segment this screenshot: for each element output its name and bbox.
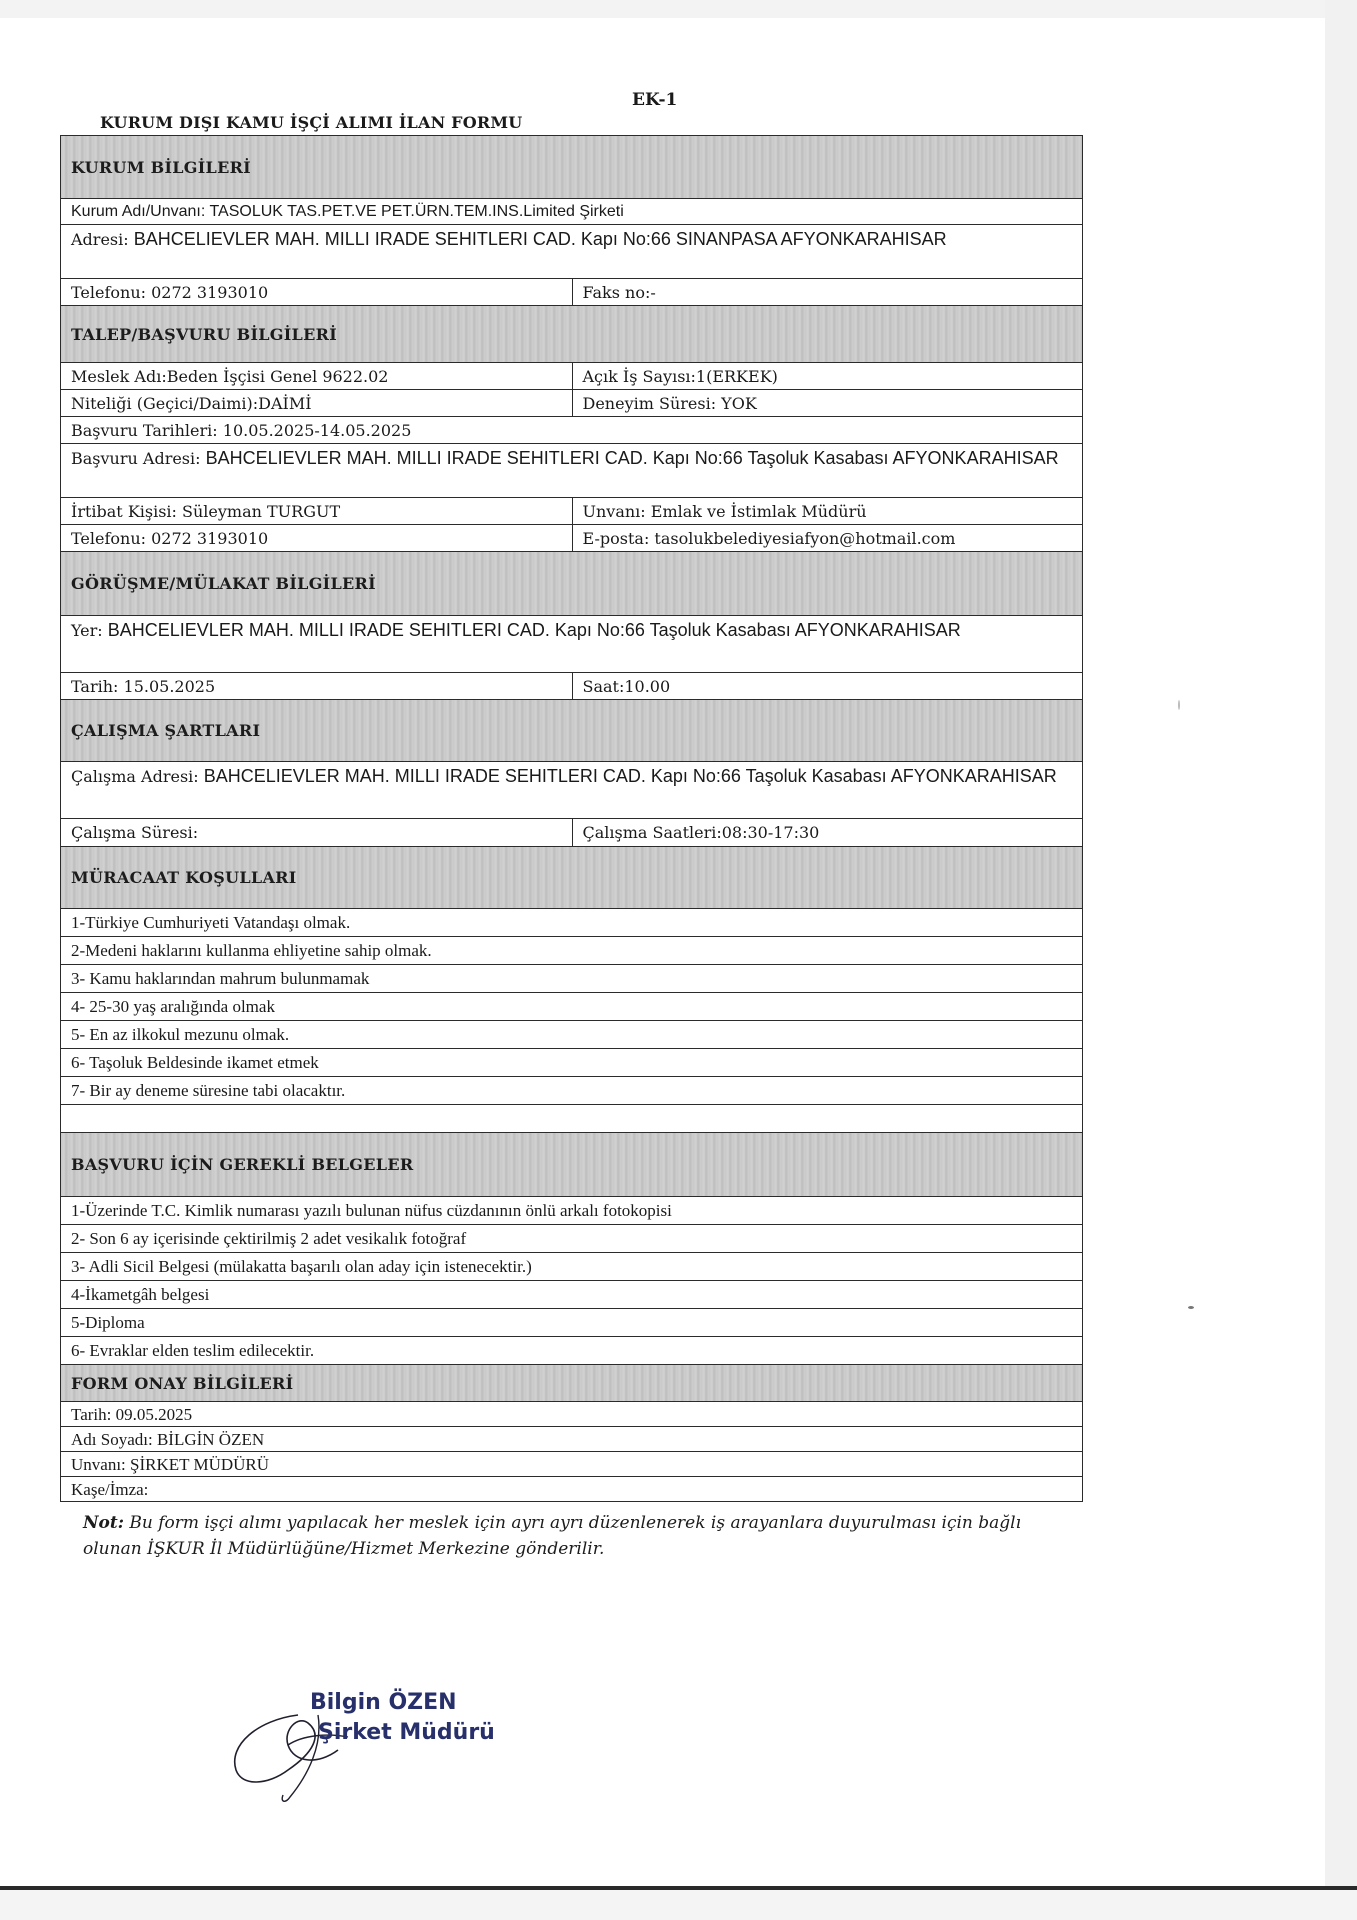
- calisma-sure-row: [60, 818, 1083, 846]
- muracaat-item-5: 5- En az ilkokul mezunu olmak.: [71, 1025, 290, 1044]
- scan-edge-top: [0, 0, 1357, 18]
- muracaat-item: [60, 964, 1083, 992]
- empty-cell: [61, 1105, 1082, 1132]
- irtibat-unvani: Unvanı: Emlak ve İstimlak Müdürü: [572, 498, 1083, 524]
- belge-item-3: 3- Adli Sicil Belgesi (mülakatta başarılı olan aday için istenecektir.): [71, 1257, 532, 1276]
- gorusme-yer-label: Yer:: [71, 621, 108, 640]
- meslek-adi: Meslek Adı:Beden İşçisi Genel 9622.02: [71, 366, 389, 386]
- kurum-faks: Faks no:-: [572, 279, 1083, 305]
- gorusme-yer-row: [60, 615, 1083, 672]
- meslek-row: [60, 362, 1083, 389]
- irtibat-row: [60, 497, 1083, 524]
- note-text: Bu form işçi alımı yapılacak her meslek için ayrı ayrı düzenlenerek iş arayanlara duyurulması için bağlı olunan İŞKUR İl Müdürlüğüne/Hizmet Merkezine gönderilir.: [83, 1513, 1022, 1559]
- kurum-adi-row: [60, 198, 1083, 224]
- form-note: [83, 1510, 1063, 1562]
- section-header-gorusme: GÖRÜŞME/MÜLAKAT BİLGİLERİ: [60, 551, 1083, 615]
- onay-adi-row: [60, 1426, 1083, 1451]
- belge-item: [60, 1280, 1083, 1308]
- basvuru-adresi-value: BAHCELIEVLER MAH. MILLI IRADE SEHITLERI CAD. Kapı No:66 Taşoluk Kasabası AFYONKARAHISAR: [205, 448, 1059, 468]
- muracaat-item: [60, 908, 1083, 936]
- section-header-kurum: KURUM BİLGİLERİ: [60, 135, 1083, 198]
- calisma-adresi: [61, 762, 1082, 818]
- belge-item: [60, 1308, 1083, 1336]
- gorusme-saat: Saat:10.00: [572, 673, 1083, 699]
- acik-is-sayisi: Açık İş Sayısı:1(ERKEK): [572, 363, 1083, 389]
- section-header-muracaat: MÜRACAAT KOŞULLARI: [60, 846, 1083, 908]
- stamp-name: Bilgin ÖZEN: [310, 1690, 457, 1715]
- gorusme-yer: [61, 616, 1082, 672]
- belge-item-4: 4-İkametgâh belgesi: [71, 1285, 210, 1304]
- gorusme-yer-value: BAHCELIEVLER MAH. MILLI IRADE SEHITLERI CAD. Kapı No:66 Taşoluk Kasabası AFYONKARAHISAR: [107, 620, 961, 640]
- belge-item: [60, 1252, 1083, 1280]
- muracaat-item-6: 6- Taşoluk Beldesinde ikamet etmek: [71, 1053, 319, 1072]
- belge-item: [60, 1336, 1083, 1364]
- gorusme-zaman-row: [60, 672, 1083, 699]
- kurum-adi: Kurum Adı/Unvanı: TASOLUK TAS.PET.VE PET.ÜRN.TEM.INS.Limited Şirketi: [71, 203, 624, 220]
- gorusme-tarih: Tarih: 15.05.2025: [71, 676, 216, 696]
- muracaat-item: [60, 992, 1083, 1020]
- belge-item: [60, 1196, 1083, 1224]
- muracaat-item-4: 4- 25-30 yaş aralığında olmak: [71, 997, 275, 1016]
- onay-unvan-row: [60, 1451, 1083, 1476]
- onay-kase-row: [60, 1476, 1083, 1502]
- calisma-adresi-row: [60, 761, 1083, 818]
- talep-eposta: E-posta: tasolukbelediyesiafyon@hotmail.com: [572, 525, 1083, 551]
- kurum-adres: [61, 225, 1082, 278]
- section-header-talep: TALEP/BAŞVURU BİLGİLERİ: [60, 305, 1083, 362]
- muracaat-item-2: 2-Medeni haklarını kullanma ehliyetine sahip olmak.: [71, 941, 432, 960]
- muracaat-item: [60, 1048, 1083, 1076]
- calisma-saatleri: Çalışma Saatleri:08:30-17:30: [572, 819, 1083, 846]
- muracaat-item: [60, 936, 1083, 964]
- note-label: Not:: [83, 1513, 125, 1533]
- scan-edge-bottom: [0, 1886, 1357, 1920]
- muracaat-item-1: 1-Türkiye Cumhuriyeti Vatandaşı olmak.: [71, 913, 351, 932]
- document-title: KURUM DIŞI KAMU İŞÇİ ALIMI İLAN FORMU: [100, 113, 523, 132]
- basvuru-adresi: [61, 444, 1082, 497]
- calisma-adresi-label: Çalışma Adresi:: [71, 767, 204, 786]
- section-header-calisma: ÇALIŞMA ŞARTLARI: [60, 699, 1083, 761]
- muracaat-item: [60, 1076, 1083, 1104]
- irtibat-kisisi: İrtibat Kişisi: Süleyman TURGUT: [71, 501, 341, 521]
- basvuru-tarihleri: Başvuru Tarihleri: 10.05.2025-14.05.2025: [71, 420, 412, 440]
- section-header-onay: FORM ONAY BİLGİLERİ: [60, 1364, 1083, 1401]
- onay-adi-soyadi: Adı Soyadı: BİLGİN ÖZEN: [71, 1429, 265, 1449]
- scan-edge-right: [1325, 0, 1357, 1920]
- belge-item-1: 1-Üzerinde T.C. Kimlik numarası yazılı bulunan nüfus cüzdanının önlü arkalı fotokopisi: [71, 1201, 672, 1220]
- basvuru-adresi-label: Başvuru Adresi:: [71, 449, 206, 468]
- belge-item-6: 6- Evraklar elden teslim edilecektir.: [71, 1341, 315, 1360]
- muracaat-item: [60, 1020, 1083, 1048]
- kurum-adres-label: Adresi:: [71, 230, 134, 249]
- calisma-suresi: Çalışma Süresi:: [71, 823, 199, 842]
- belge-item-2: 2- Son 6 ay içerisinde çektirilmiş 2 adet vesikalık fotoğraf: [71, 1229, 467, 1248]
- calisma-adresi-value: BAHCELIEVLER MAH. MILLI IRADE SEHITLERI CAD. Kapı No:66 Taşoluk Kasabası AFYONKARAHISAR: [203, 766, 1057, 786]
- onay-unvani: Unvanı: ŞİRKET MÜDÜRÜ: [71, 1454, 270, 1474]
- belge-item-5: 5-Diploma: [71, 1313, 145, 1332]
- annex-label: EK-1: [632, 90, 678, 110]
- muracaat-empty-row: [60, 1104, 1083, 1132]
- scan-speck: [1178, 700, 1180, 710]
- section-header-belgeler: BAŞVURU İÇİN GEREKLİ BELGELER: [60, 1132, 1083, 1196]
- talep-iletisim-row: [60, 524, 1083, 551]
- basvuru-adresi-row: [60, 443, 1083, 497]
- basvuru-tarihleri-row: [60, 416, 1083, 443]
- stamp-title: Şirket Müdürü: [318, 1720, 495, 1745]
- nitelik-row: [60, 389, 1083, 416]
- onay-tarih-row: [60, 1401, 1083, 1426]
- scan-speck: [1188, 1306, 1194, 1309]
- niteligi: Niteliği (Geçici/Daimi):DAİMİ: [71, 393, 312, 413]
- belge-item: [60, 1224, 1083, 1252]
- onay-tarih: Tarih: 09.05.2025: [71, 1404, 193, 1424]
- muracaat-item-3: 3- Kamu haklarından mahrum bulunmamak: [71, 969, 370, 988]
- kurum-adres-row: [60, 224, 1083, 278]
- deneyim-suresi: Deneyim Süresi: YOK: [572, 390, 1083, 416]
- onay-kase-imza: Kaşe/İmza:: [71, 1479, 149, 1499]
- job-posting-form: [60, 135, 1083, 1502]
- muracaat-item-7: 7- Bir ay deneme süresine tabi olacaktır.: [71, 1081, 346, 1100]
- kurum-telefon: Telefonu: 0272 3193010: [71, 282, 269, 302]
- kurum-adres-value: BAHCELIEVLER MAH. MILLI IRADE SEHITLERI CAD. Kapı No:66 SINANPASA AFYONKARAHISAR: [133, 229, 947, 249]
- kurum-iletisim-row: [60, 278, 1083, 305]
- talep-telefon: Telefonu: 0272 3193010: [71, 528, 269, 548]
